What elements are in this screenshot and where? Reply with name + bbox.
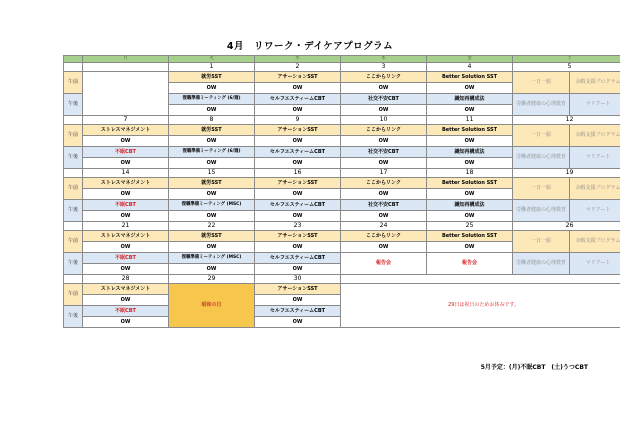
empty-cell [83, 72, 169, 116]
date-number: 30 [255, 275, 341, 284]
program-cell: ここからリンク [341, 178, 427, 189]
program-cell: セルフエスティームCBT [255, 253, 341, 264]
date-number: 17 [341, 169, 427, 178]
saturday-program: 労働者健康の心理教育 [513, 94, 570, 116]
program-cell: OW [169, 211, 255, 222]
program-cell: OW [169, 189, 255, 200]
period-label: 午前 [64, 72, 83, 94]
program-cell: OW [341, 189, 427, 200]
date-number: 23 [255, 222, 341, 231]
date-number: 25 [427, 222, 513, 231]
program-cell: OW [83, 158, 169, 169]
date-number: 24 [341, 222, 427, 231]
program-cell: OW [255, 158, 341, 169]
period-label: 午前 [64, 178, 83, 200]
notice-spacer [341, 275, 620, 284]
saturday-program: 労働者健康の心理教育 [513, 147, 570, 169]
program-calendar [63, 55, 620, 328]
program-cell: OW [255, 317, 341, 328]
saturday-program: 余暇支援プログラム [570, 231, 620, 253]
date-spacer [64, 116, 83, 125]
program-cell: 報告会 [341, 253, 427, 275]
holiday-notice: 29日は祝日のためお休みです。 [341, 284, 620, 328]
program-cell: 就労SST [169, 125, 255, 136]
weekday-header: 水 [255, 56, 341, 63]
program-cell: 復職準備ミーティング (6/週) [169, 94, 255, 105]
date-number: 8 [169, 116, 255, 125]
program-cell: OW [255, 295, 341, 306]
program-cell: OW [255, 105, 341, 116]
program-cell: 報告会 [427, 253, 513, 275]
date-number: 5 [513, 63, 620, 72]
date-spacer [64, 63, 83, 72]
saturday-program: マリアート [570, 147, 620, 169]
program-cell: OW [427, 189, 513, 200]
date-number: 4 [427, 63, 513, 72]
date-number: 7 [83, 116, 169, 125]
program-cell: アサーションSST [255, 72, 341, 83]
program-cell: OW [341, 211, 427, 222]
period-label: 午後 [64, 253, 83, 275]
program-cell: OW [83, 136, 169, 147]
date-spacer [64, 222, 83, 231]
date-number: 21 [83, 222, 169, 231]
program-cell: OW [169, 158, 255, 169]
program-cell: Better Solution SST [427, 178, 513, 189]
date-row [64, 169, 620, 178]
program-cell: セルフエスティームCBT [255, 147, 341, 158]
date-number: 22 [169, 222, 255, 231]
saturday-program: 一日一服 [513, 72, 570, 94]
program-row [64, 231, 620, 242]
program-cell: ここからリンク [341, 231, 427, 242]
saturday-program: マリアート [570, 200, 620, 222]
program-cell: 社交不安CBT [341, 147, 427, 158]
program-cell: OW [83, 295, 169, 306]
saturday-program: マリアート [570, 94, 620, 116]
program-cell: 不眠CBT [83, 200, 169, 211]
period-label: 午後 [64, 200, 83, 222]
program-cell: Better Solution SST [427, 231, 513, 242]
program-row [64, 284, 620, 295]
date-spacer [64, 169, 83, 178]
program-row [64, 125, 620, 136]
program-cell: ストレスマネジメント [83, 178, 169, 189]
date-number: 29 [169, 275, 255, 284]
program-cell: アサーションSST [255, 231, 341, 242]
program-cell: ストレスマネジメント [83, 125, 169, 136]
date-row [64, 63, 620, 72]
program-cell: セルフエスティームCBT [255, 94, 341, 105]
holiday-cell: 昭和の日 [169, 284, 255, 328]
program-cell: セルフエスティームCBT [255, 306, 341, 317]
program-row [64, 178, 620, 189]
program-cell: OW [83, 264, 169, 275]
program-cell: OW [341, 136, 427, 147]
program-cell: OW [169, 83, 255, 94]
saturday-program: 余暇支援プログラム [570, 178, 620, 200]
weekday-header: 月 [83, 56, 169, 63]
program-cell: アサーションSST [255, 125, 341, 136]
program-cell: OW [255, 83, 341, 94]
date-number: 12 [513, 116, 620, 125]
saturday-program: 一日一服 [513, 231, 570, 253]
program-cell: ストレスマネジメント [83, 231, 169, 242]
program-cell: OW [169, 242, 255, 253]
date-row [64, 275, 620, 284]
program-cell: ストレスマネジメント [83, 284, 169, 295]
program-row [64, 253, 620, 264]
date-number [83, 63, 169, 72]
period-label: 午後 [64, 94, 83, 116]
saturday-program: 一日一服 [513, 178, 570, 200]
date-number: 14 [83, 169, 169, 178]
program-cell: OW [427, 105, 513, 116]
date-number: 3 [341, 63, 427, 72]
date-number: 2 [255, 63, 341, 72]
weekday-header: 火 [169, 56, 255, 63]
program-cell: OW [83, 189, 169, 200]
program-cell: OW [83, 317, 169, 328]
period-label: 午後 [64, 306, 83, 328]
saturday-program: 余暇支援プログラム [570, 72, 620, 94]
program-cell: OW [169, 105, 255, 116]
date-number: 10 [341, 116, 427, 125]
date-number: 16 [255, 169, 341, 178]
program-cell: 復職準備ミーティング (MSC) [169, 200, 255, 211]
program-cell: OW [427, 242, 513, 253]
date-number: 15 [169, 169, 255, 178]
program-cell: Better Solution SST [427, 125, 513, 136]
date-number: 26 [513, 222, 620, 231]
date-row [64, 116, 620, 125]
program-cell: OW [255, 189, 341, 200]
period-label: 午後 [64, 147, 83, 169]
weekday-header-row [64, 56, 620, 63]
program-cell: ここからリンク [341, 72, 427, 83]
saturday-program: 一日一服 [513, 125, 570, 147]
saturday-program: 労働者健康の心理教育 [513, 253, 570, 275]
weekday-header: 木 [341, 56, 427, 63]
program-cell: 不眠CBT [83, 306, 169, 317]
date-number: 9 [255, 116, 341, 125]
date-number: 1 [169, 63, 255, 72]
program-cell: 識知再構成法 [427, 147, 513, 158]
program-cell: 識知再構成法 [427, 94, 513, 105]
next-month-note: 5月予定：(月)不眠CBT (土)うつCBT [480, 364, 588, 371]
program-cell: Better Solution SST [427, 72, 513, 83]
program-cell: セルフエスティームCBT [255, 200, 341, 211]
date-spacer [64, 275, 83, 284]
period-label: 午前 [64, 284, 83, 306]
program-cell: OW [427, 83, 513, 94]
program-cell: OW [427, 136, 513, 147]
program-cell: 復職準備ミーティング (MSC) [169, 253, 255, 264]
program-cell: OW [341, 105, 427, 116]
program-cell: 就労SST [169, 178, 255, 189]
program-cell: 就労SST [169, 72, 255, 83]
corner-cell [64, 56, 83, 63]
saturday-program: マリアート [570, 253, 620, 275]
program-row [64, 72, 620, 83]
saturday-program: 余暇支援プログラム [570, 125, 620, 147]
program-cell: OW [169, 136, 255, 147]
program-cell: 就労SST [169, 231, 255, 242]
program-cell: 識知再構成法 [427, 200, 513, 211]
program-cell: OW [341, 242, 427, 253]
date-number: 19 [513, 169, 620, 178]
program-cell: OW [169, 264, 255, 275]
program-cell: OW [83, 211, 169, 222]
program-cell: ここからリンク [341, 125, 427, 136]
program-cell: 復職準備ミーティング (6/週) [169, 147, 255, 158]
date-number: 28 [83, 275, 169, 284]
period-label: 午前 [64, 125, 83, 147]
program-cell: OW [427, 211, 513, 222]
program-cell: アサーションSST [255, 178, 341, 189]
date-row [64, 222, 620, 231]
program-cell: OW [427, 158, 513, 169]
weekday-header: 金 [427, 56, 513, 63]
period-label: 午前 [64, 231, 83, 253]
date-number: 18 [427, 169, 513, 178]
program-cell: OW [255, 136, 341, 147]
program-cell: 社交不安CBT [341, 200, 427, 211]
date-number: 11 [427, 116, 513, 125]
program-cell: 社交不安CBT [341, 94, 427, 105]
program-cell: OW [341, 83, 427, 94]
program-cell: 不眠CBT [83, 253, 169, 264]
weekday-header: 土 [513, 56, 620, 63]
program-row [64, 200, 620, 211]
program-row [64, 147, 620, 158]
saturday-program: 労働者健康の心理教育 [513, 200, 570, 222]
page-title: 4月 リワーク・デイケアプログラム [226, 41, 394, 52]
program-cell: アサーションSST [255, 284, 341, 295]
program-cell: 不眠CBT [83, 147, 169, 158]
program-cell: OW [341, 158, 427, 169]
program-cell: OW [255, 211, 341, 222]
program-cell: OW [255, 242, 341, 253]
program-cell: OW [83, 242, 169, 253]
program-cell: OW [255, 264, 341, 275]
